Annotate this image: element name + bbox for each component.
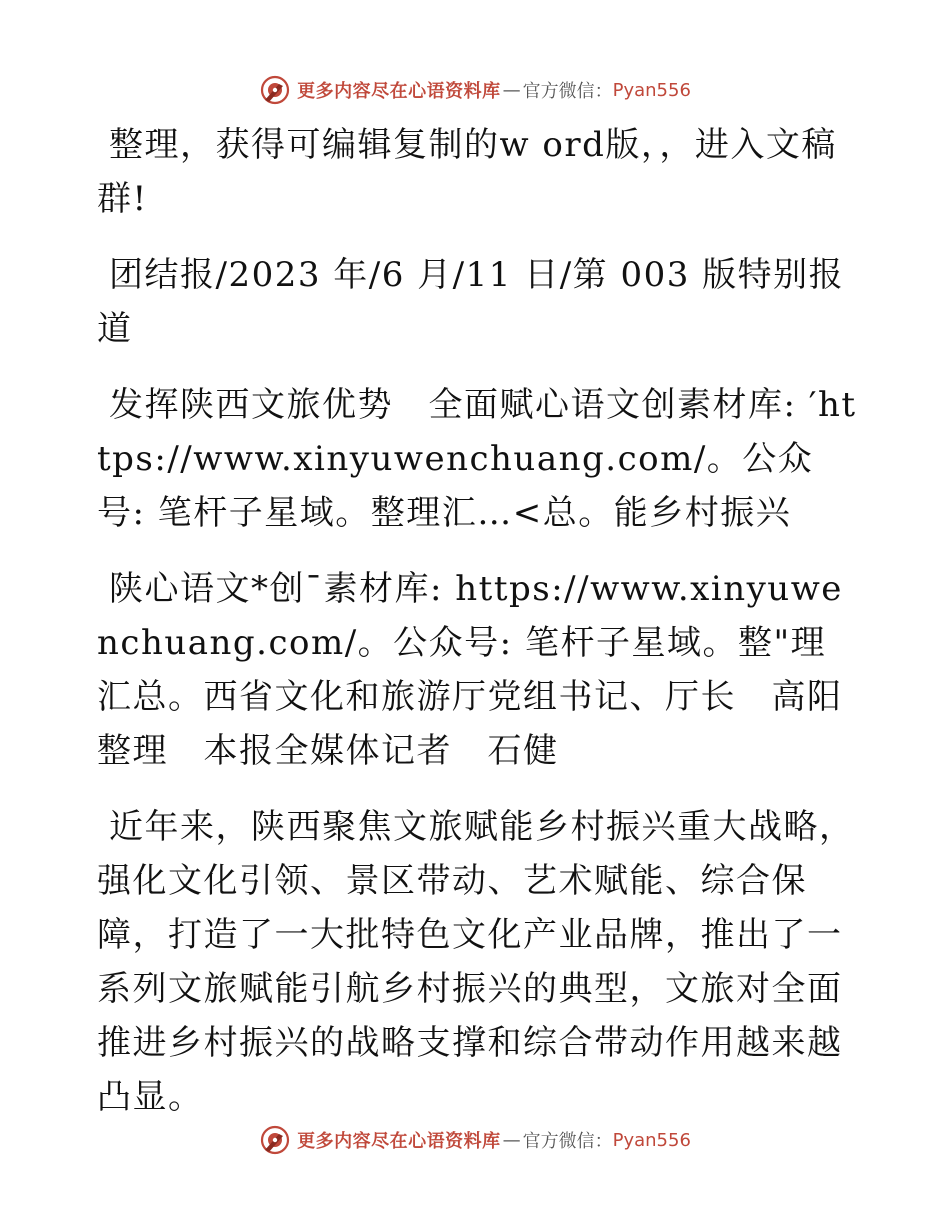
footer-slogan: 更多内容尽在心语资料库 xyxy=(297,1131,501,1152)
header-wechat-label: 官方微信： xyxy=(522,81,613,102)
paragraph-intro: 整理，获得可编辑复制的w ord版，，进入文稿群! xyxy=(97,125,837,219)
paragraph-headline: 发挥陕西文旅优势 全面赋心语文创素材库: ′https://www.xinyuwenchuang.com/。公众号: 笔杆子星域。整理汇…<总。能乡村振兴 xyxy=(97,385,857,533)
paragraph-body: 近年来，陕西聚焦文旅赋能乡村振兴重大战略，强化文化引领、景区带动、艺术赋能、综合保障，打造了一大批特色文化产业品牌，推出了一系列文旅赋能引航乡村振兴的典型，文旅对全面推进乡村振兴的战略支撑和综合带动作用越来越凸显。 xyxy=(97,807,855,1117)
header-wechat-id: Pyan556 xyxy=(612,79,691,101)
footer-banner xyxy=(0,1120,950,1160)
header-dash: — xyxy=(502,79,521,101)
footer-dash: — xyxy=(502,1129,521,1151)
header-slogan: 更多内容尽在心语资料库 xyxy=(297,81,501,102)
paragraph-byline: 陕心语文*创¯素材库: https://www.xinyuwenchuang.com/。公众号: 笔杆子星域。整"理汇总。西省文化和旅游厅党组书记、厅长 高阳 整理 本报全媒体记者 石健 xyxy=(97,569,878,771)
document-body xyxy=(97,118,878,1124)
paragraph-source: 团结报/2023 年/6 月/11 日/第 003 版特别报道 xyxy=(97,255,845,349)
pen-logo-icon xyxy=(259,1124,291,1156)
header-banner xyxy=(0,70,950,110)
pen-logo-icon xyxy=(259,74,291,106)
footer-wechat-id: Pyan556 xyxy=(612,1129,691,1151)
footer-wechat-label: 官方微信： xyxy=(522,1131,613,1152)
